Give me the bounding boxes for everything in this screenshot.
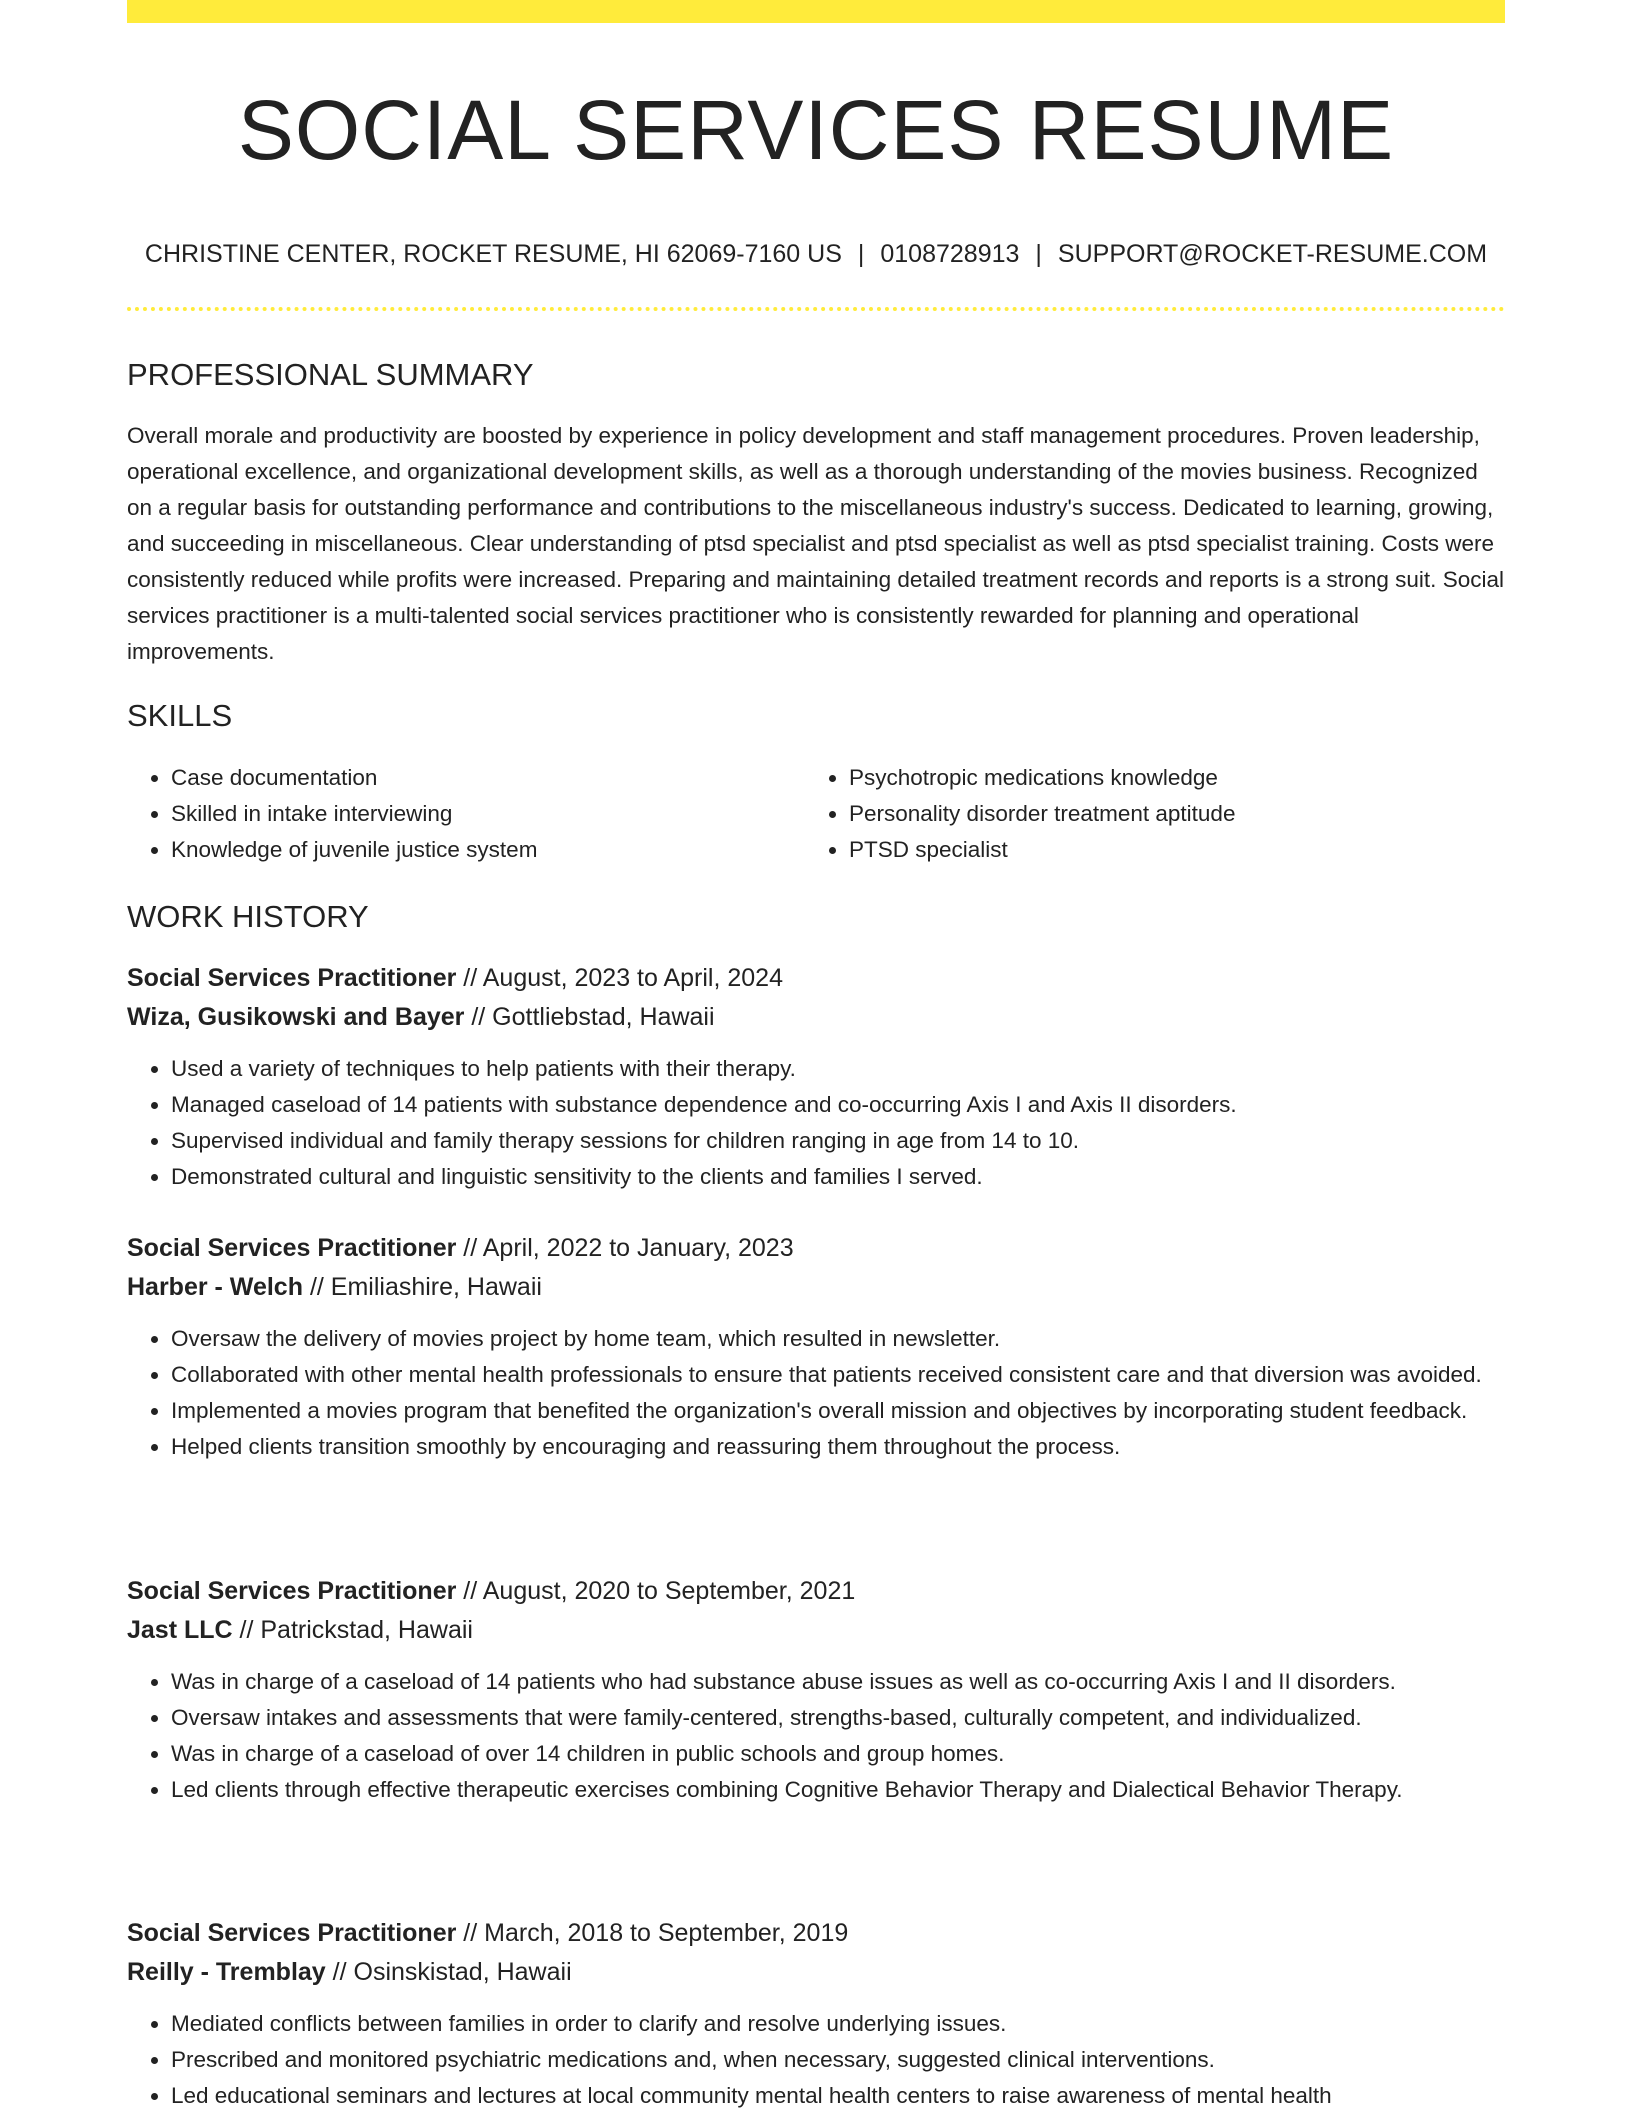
contact-separator: | bbox=[1035, 240, 1042, 268]
job-bullet: • Implemented a movies program that benefited the organization's overall mission and objectives by incorporating student feedback. bbox=[171, 1393, 1505, 1429]
job-dates: // August, 2023 to April, 2024 bbox=[463, 964, 783, 992]
job-bullet: • Managed caseload of 14 patients with substance dependence and co-occurring Axis I and Axis II disorders. bbox=[171, 1087, 1505, 1123]
job-location: // Patrickstad, Hawaii bbox=[239, 1616, 473, 1644]
job-company: Jast LLC bbox=[127, 1616, 233, 1644]
job-company-line bbox=[127, 1953, 1505, 1992]
skill-item: • Psychotropic medications knowledge bbox=[849, 760, 1483, 796]
job-company-line bbox=[127, 998, 1505, 1037]
job-bullet: • Mediated conflicts between families in order to clarify and resolve underlying issues. bbox=[171, 2006, 1505, 2042]
contact-address: CHRISTINE CENTER, ROCKET RESUME, HI 62069-7160 US bbox=[144, 240, 842, 268]
job-bullet: • Helped clients transition smoothly by encouraging and reassuring them throughout the process. bbox=[171, 1429, 1505, 1465]
contact-phone: 0108728913 bbox=[880, 240, 1020, 268]
skills-heading: SKILLS bbox=[127, 698, 233, 733]
skill-item: • Case documentation bbox=[171, 760, 805, 796]
job-company-line bbox=[127, 1611, 1505, 1650]
job-bullet: • Prescribed and monitored psychiatric medications and, when necessary, suggested clinical interventions. bbox=[171, 2042, 1505, 2078]
job-bullet: • Led educational seminars and lectures at local community mental health centers to raise awareness of mental health bbox=[171, 2078, 1505, 2112]
job-bullet: • Oversaw the delivery of movies project by home team, which resulted in newsletter. bbox=[171, 1321, 1505, 1357]
skills-column-right bbox=[805, 760, 1483, 868]
job-title-line bbox=[127, 1229, 1505, 1268]
job-bullet: • Was in charge of a caseload of 14 patients who had substance abuse issues as well as co-occurring Axis I and II disorders. bbox=[171, 1664, 1505, 1700]
job-bullets bbox=[127, 1051, 1505, 1195]
job-bullet: • Demonstrated cultural and linguistic sensitivity to the clients and families I served. bbox=[171, 1159, 1505, 1195]
job-dates: // March, 2018 to September, 2019 bbox=[463, 1919, 849, 1947]
job-bullet: • Oversaw intakes and assessments that were family-centered, strengths-based, culturally competent, and individualized. bbox=[171, 1700, 1505, 1736]
top-accent-bar bbox=[127, 0, 1505, 23]
job-title: Social Services Practitioner bbox=[127, 1577, 457, 1605]
job-location: // Emiliashire, Hawaii bbox=[309, 1273, 542, 1301]
job-title-line bbox=[127, 1572, 1505, 1611]
summary-text: Overall morale and productivity are boosted by experience in policy development and staff management procedures. Proven leadership, operational excellence, and organizational development skills, as well as a thorough understanding of the movies business. Recognized on a regular basis for outstanding performance and contributions to the miscellaneous industry's success. Dedicated to learning, growing, and succeeding in miscellaneous. Clear understanding of ptsd specialist and ptsd specialist as well as ptsd specialist training. Costs were consistently reduced while profits were increased. Preparing and maintaining detailed treatment records and reports is a strong suit. Social services practitioner is a multi-talented social services practitioner who is consistently rewarded for planning and operational improvements. bbox=[127, 423, 1504, 664]
job-company: Harber - Welch bbox=[127, 1273, 303, 1301]
job-bullet: • Used a variety of techniques to help patients with their therapy. bbox=[171, 1051, 1505, 1087]
contact-line bbox=[127, 236, 1505, 272]
job-bullet: • Supervised individual and family therapy sessions for children ranging in age from 14 to 10. bbox=[171, 1123, 1505, 1159]
job-bullets bbox=[127, 1321, 1505, 1465]
job-dates: // August, 2020 to September, 2021 bbox=[463, 1577, 856, 1605]
skill-item: • Personality disorder treatment aptitude bbox=[849, 796, 1483, 832]
job-bullets bbox=[127, 2006, 1505, 2112]
job-bullet: • Led clients through effective therapeutic exercises combining Cognitive Behavior Therapy and Dialectical Behavior Therapy. bbox=[171, 1772, 1505, 1808]
job-title-line bbox=[127, 959, 1505, 998]
document-title: SOCIAL SERVICES RESUME bbox=[237, 83, 1395, 177]
job-bullet: • Was in charge of a caseload of over 14 children in public schools and group homes. bbox=[171, 1736, 1505, 1772]
job-entry bbox=[127, 959, 1505, 1195]
skill-item: • Skilled in intake interviewing bbox=[171, 796, 805, 832]
job-title: Social Services Practitioner bbox=[127, 1919, 457, 1947]
job-entry bbox=[127, 1572, 1505, 1808]
job-title: Social Services Practitioner bbox=[127, 964, 457, 992]
skill-item: • Knowledge of juvenile justice system bbox=[171, 832, 805, 868]
skills-column-left bbox=[127, 760, 805, 868]
work-history-heading: WORK HISTORY bbox=[127, 899, 369, 934]
job-location: // Osinskistad, Hawaii bbox=[332, 1958, 572, 1986]
skills-list bbox=[127, 760, 1505, 868]
summary-heading: PROFESSIONAL SUMMARY bbox=[127, 357, 534, 392]
job-entry bbox=[127, 1914, 1505, 2112]
job-bullet: • Collaborated with other mental health professionals to ensure that patients received consistent care and that diversion was avoided. bbox=[171, 1357, 1505, 1393]
contact-email: SUPPORT@ROCKET-RESUME.COM bbox=[1057, 240, 1488, 268]
job-title-line bbox=[127, 1914, 1505, 1953]
job-company: Wiza, Gusikowski and Bayer bbox=[127, 1003, 465, 1031]
header-divider bbox=[127, 307, 1505, 311]
job-bullets bbox=[127, 1664, 1505, 1808]
job-company: Reilly - Tremblay bbox=[127, 1958, 326, 1986]
skill-item: • PTSD specialist bbox=[849, 832, 1483, 868]
job-title: Social Services Practitioner bbox=[127, 1234, 457, 1262]
job-dates: // April, 2022 to January, 2023 bbox=[463, 1234, 794, 1262]
job-location: // Gottliebstad, Hawaii bbox=[471, 1003, 715, 1031]
job-entry bbox=[127, 1229, 1505, 1465]
contact-separator: | bbox=[857, 240, 865, 268]
job-company-line bbox=[127, 1268, 1505, 1307]
